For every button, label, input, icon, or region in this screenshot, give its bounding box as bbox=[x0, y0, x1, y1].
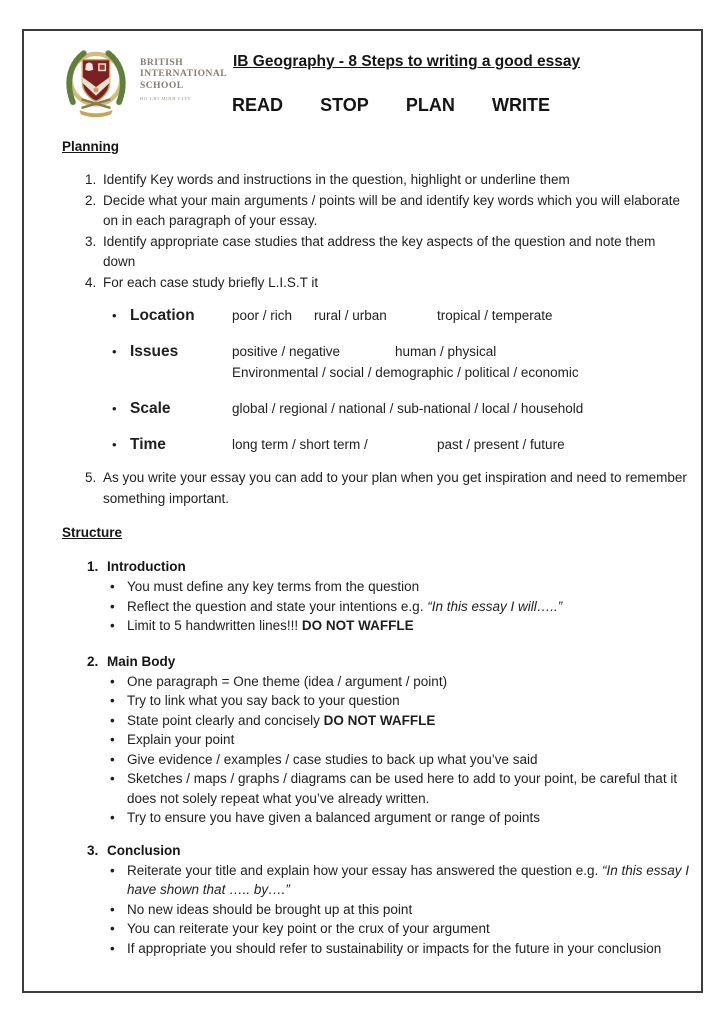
section-heading-planning: Planning bbox=[62, 139, 119, 154]
criteria-value: rural / urban bbox=[314, 308, 387, 323]
step-word-read: READ bbox=[232, 95, 284, 115]
bullet-text: Try to ensure you have given a balanced argument or range of points bbox=[127, 810, 541, 825]
criteria-term: Time bbox=[130, 436, 166, 453]
school-name bbox=[140, 58, 227, 102]
section-title-text: Main Body bbox=[107, 653, 176, 669]
structure-section-main-body bbox=[87, 652, 701, 828]
criteria-value: positive / negative bbox=[232, 344, 341, 359]
criteria-row-location bbox=[112, 305, 701, 326]
bullet-item bbox=[87, 861, 701, 900]
bullet-item bbox=[87, 808, 701, 828]
bullet-icon: • bbox=[110, 693, 115, 708]
bullet-item bbox=[87, 730, 701, 750]
criteria-term: Location bbox=[130, 307, 195, 324]
item-number: 3. bbox=[85, 233, 97, 249]
bullet-icon: • bbox=[110, 712, 115, 728]
item-number: 4. bbox=[85, 274, 97, 290]
criteria-value: tropical / temperate bbox=[437, 308, 553, 323]
bullet-icon: • bbox=[110, 579, 115, 594]
criteria-value: global / regional / national / sub-national / local / household bbox=[232, 401, 584, 416]
bullet-icon: • bbox=[110, 810, 115, 825]
list-criteria bbox=[112, 305, 701, 455]
criteria-term: Scale bbox=[130, 400, 171, 417]
bullet-italic-text: “In this essay I have shown that ….. by….” bbox=[127, 862, 690, 897]
bullet-bold-text: DO NOT WAFFLE bbox=[323, 712, 436, 728]
planning-list bbox=[85, 170, 701, 293]
criteria-values bbox=[232, 398, 583, 419]
bullet-text: You can reiterate your key point or the crux of your argument bbox=[127, 921, 490, 936]
bullet-item bbox=[87, 769, 701, 808]
bullet-item bbox=[87, 597, 701, 617]
bullet-icon: • bbox=[112, 401, 117, 416]
page-border bbox=[22, 29, 703, 993]
bullet-icon: • bbox=[110, 921, 115, 936]
section-title bbox=[87, 557, 701, 577]
bullet-icon: • bbox=[112, 308, 117, 323]
bullet-icon: • bbox=[110, 862, 115, 878]
bullet-text: Give evidence / examples / case studies to back up what you’ve said bbox=[127, 751, 538, 767]
item-text: As you write your essay you can add to your plan when you get inspiration and need to remember something important. bbox=[103, 470, 687, 506]
bullet-text: State point clearly and concisely bbox=[127, 712, 324, 728]
document-title: IB Geography - 8 Steps to writing a good essay bbox=[233, 53, 581, 70]
criteria-row-time bbox=[112, 434, 701, 455]
criteria-row-issues bbox=[112, 341, 701, 383]
bullet-list bbox=[87, 861, 701, 959]
item-number: 2. bbox=[85, 192, 97, 208]
steps-row bbox=[232, 95, 550, 116]
criteria-values bbox=[232, 305, 553, 326]
bullet-text: No new ideas should be brought up at this point bbox=[127, 901, 413, 917]
bullet-italic-text: “In this essay I will…..” bbox=[427, 598, 563, 614]
bullet-item bbox=[87, 939, 701, 959]
step-word-stop: STOP bbox=[320, 95, 369, 115]
bullet-icon: • bbox=[110, 618, 115, 633]
step-word-write: WRITE bbox=[491, 95, 550, 115]
planning-list-continued bbox=[85, 468, 701, 509]
criteria-value: long term / short term / bbox=[232, 437, 368, 452]
criteria-value: poor / rich bbox=[232, 308, 293, 323]
bullet-item bbox=[87, 672, 701, 692]
numbered-item bbox=[85, 273, 701, 294]
item-text: Identify Key words and instructions in the question, highlight or underline them bbox=[103, 172, 570, 187]
school-name-line: INTERNATIONAL bbox=[140, 69, 228, 80]
section-title bbox=[87, 841, 701, 861]
bullet-icon: • bbox=[110, 771, 115, 786]
bullet-list bbox=[87, 672, 701, 828]
bullet-text: Limit to 5 handwritten lines!!! bbox=[127, 618, 302, 633]
document-header bbox=[24, 31, 701, 137]
criteria-values bbox=[232, 434, 565, 455]
item-text: Identify appropriate case studies that address the key aspects of the question and note them down bbox=[103, 233, 656, 269]
section-number: 1. bbox=[87, 559, 99, 574]
bullet-icon: • bbox=[110, 901, 115, 917]
bullet-text: Sketches / maps / graphs / diagrams can be used here to add to your point, be careful that it does not solely repeat what you’ve already written. bbox=[127, 771, 678, 806]
criteria-term: Issues bbox=[130, 343, 179, 360]
criteria-row-scale bbox=[112, 398, 701, 419]
bullet-text: Reflect the question and state your intentions e.g. bbox=[127, 598, 428, 614]
criteria-value: past / present / future bbox=[437, 437, 565, 452]
bullet-item bbox=[87, 711, 701, 731]
criteria-value: human / physical bbox=[395, 344, 497, 359]
criteria-values bbox=[232, 341, 579, 383]
bullet-list bbox=[87, 577, 701, 636]
numbered-item bbox=[85, 191, 701, 232]
section-heading-structure: Structure bbox=[62, 525, 123, 540]
bullet-item bbox=[87, 616, 701, 636]
school-crest-logo bbox=[60, 44, 132, 120]
bullet-text: Explain your point bbox=[127, 732, 235, 747]
numbered-item bbox=[85, 232, 701, 273]
criteria-values-line1 bbox=[232, 344, 496, 359]
numbered-item bbox=[85, 170, 701, 191]
school-name-line: SCHOOL bbox=[140, 80, 184, 91]
item-text: For each case study briefly L.I.S.T it bbox=[103, 274, 319, 290]
item-number: 5. bbox=[85, 470, 97, 485]
bullet-item bbox=[87, 577, 701, 597]
bullet-text: You must define any key terms from the question bbox=[127, 579, 420, 594]
bullet-text: If appropriate you should refer to sustainability or impacts for the future in your conclusion bbox=[127, 940, 662, 956]
criteria-values-line2: Environmental / social / demographic / political / economic bbox=[232, 365, 579, 380]
section-title-text: Introduction bbox=[107, 559, 186, 574]
bullet-icon: • bbox=[112, 344, 117, 359]
bullet-bold-text: DO NOT WAFFLE bbox=[301, 618, 414, 633]
section-number: 2. bbox=[87, 653, 99, 669]
bullet-icon: • bbox=[110, 751, 115, 767]
section-number: 3. bbox=[87, 842, 99, 858]
bullet-text: Reiterate your title and explain how your essay has answered the question e.g. bbox=[127, 862, 603, 878]
item-text: Decide what your main arguments / points will be and identify key words which you will elaborate on in each paragraph of your essay. bbox=[103, 192, 681, 228]
bullet-icon: • bbox=[110, 598, 115, 614]
section-title bbox=[87, 652, 701, 672]
section-title-text: Conclusion bbox=[107, 842, 181, 858]
bullet-item bbox=[87, 919, 701, 939]
bullet-text: One paragraph = One theme (idea / argument / point) bbox=[127, 673, 448, 689]
bullet-icon: • bbox=[110, 940, 115, 956]
bullet-item bbox=[87, 691, 701, 711]
structure-section-conclusion bbox=[87, 841, 701, 959]
step-word-plan: PLAN bbox=[405, 95, 455, 115]
bullet-icon: • bbox=[110, 732, 115, 747]
school-city: HO CHI MINH CITY bbox=[140, 96, 192, 102]
bullet-icon: • bbox=[110, 673, 115, 689]
bullet-icon: • bbox=[112, 437, 117, 452]
bullet-item bbox=[87, 750, 701, 770]
bullet-item bbox=[87, 900, 701, 920]
bullet-text: Try to link what you say back to your question bbox=[127, 693, 400, 708]
item-number: 1. bbox=[85, 172, 97, 187]
numbered-item bbox=[85, 468, 701, 509]
structure-section-introduction bbox=[87, 557, 701, 636]
school-name-line: BRITISH bbox=[140, 58, 184, 68]
